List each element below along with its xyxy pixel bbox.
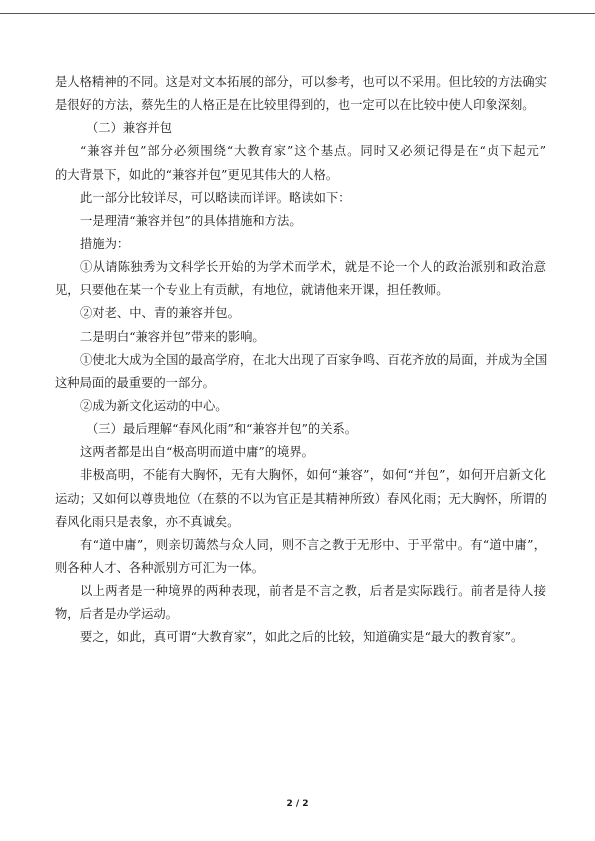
text-line: 要之，如此，真可谓“大教育家”，如此之后的比较，知道确实是“最大的教育家”。 xyxy=(80,630,524,645)
section-heading: （二）兼容并包 xyxy=(86,121,173,136)
text-line: 的大背景下，如此的“兼容并包”更见其伟大的人格。 xyxy=(55,167,339,182)
text-line: 运动；又如何以尊贵地位（在蔡的不以为官正是其精神所致）春风化雨；无大胸怀，所谓的 xyxy=(55,491,547,506)
text-line: “兼容并包”部分必须围绕“大教育家”这个基点。同时又必须记得是在“贞下起元” xyxy=(80,144,546,159)
text-line: 见，只要他在某一个专业上有贡献，有地位，就请他来开课，担任教师。 xyxy=(55,283,449,298)
text-line: ①使北大成为全国的最高学府，在北大出现了百家争鸣、百花齐放的局面，并成为全国 xyxy=(80,352,548,367)
document-body xyxy=(55,71,546,650)
text-line: 这两者都是出自“极高明而道中庸”的境界。 xyxy=(80,445,314,460)
text-line: 是人格精神的不同。这是对文本拓展的部分，可以参考，也可以不采用。但比较的方法确实 xyxy=(55,75,547,89)
text-line: ②对老、中、青的兼容并包。 xyxy=(80,306,240,321)
text-line: 措施为： xyxy=(80,236,130,251)
text-line: 一是理清“兼容并包”的具体措施和方法。 xyxy=(80,213,302,228)
text-line: 有“道中庸”，则亲切蔼然与众人同，则不言之教于无形中、于平常中。有“道中庸”， xyxy=(80,537,546,552)
page-number: 2 / 2 xyxy=(286,799,309,809)
text-line: 物，后者是办学运动。 xyxy=(55,607,178,622)
text-line: 以上两者是一种境界的两种表现，前者是不言之教，后者是实际践行。前者是待人接 xyxy=(80,584,546,599)
text-line: 这种局面的最重要的一部分。 xyxy=(55,375,215,390)
section-heading: （三）最后理解“春风化雨”和“兼容并包”的关系。 xyxy=(86,422,358,437)
text-line: 春风化雨只是表象，亦不真诚矣。 xyxy=(55,514,240,529)
text-line: 此一部分比较详尽，可以略读而详评。略读如下： xyxy=(80,190,351,205)
header-rule xyxy=(0,13,595,14)
text-line: 二是明白“兼容并包”带来的影响。 xyxy=(80,329,265,344)
text-line: ①从请陈独秀为文科学长开始的为学术而学术，就是不论一个人的政治派别和政治意 xyxy=(80,260,546,275)
text-line: 是很好的方法，蔡先生的人格正是在比较里得到的，也一定可以在比较中使人印象深刻。 xyxy=(55,98,535,113)
text-line: ②成为新文化运动的中心。 xyxy=(80,398,228,413)
text-line: 则各种人才、各种派别方可汇为一体。 xyxy=(55,560,265,575)
text-line: 非极高明，不能有大胸怀，无有大胸怀，如何“兼容”，如何“并包”，如何开启新文化 xyxy=(80,468,546,483)
